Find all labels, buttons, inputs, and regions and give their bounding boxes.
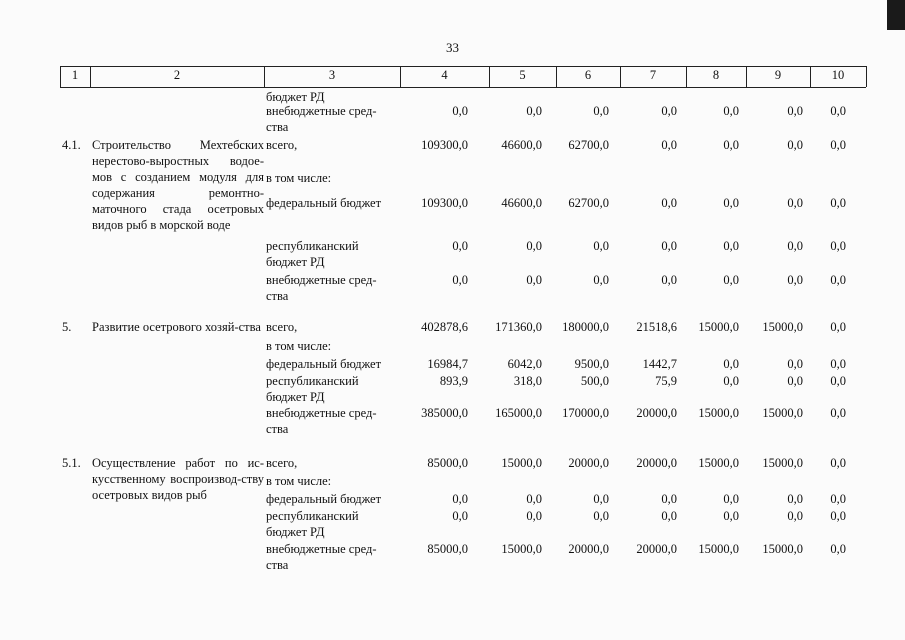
value-col-9: 0,0 — [787, 357, 803, 371]
item-code: 5. — [62, 320, 72, 334]
value-col-5: 318,0 — [513, 374, 542, 388]
funding-source: внебюджетные сред-ства — [266, 273, 377, 303]
value-col-5: 165000,0 — [495, 406, 542, 420]
header-col-6: 6 — [584, 68, 592, 82]
value-col-7: 75,9 — [655, 374, 677, 388]
value-col-6: 20000,0 — [568, 542, 609, 556]
value-col-9: 0,0 — [787, 374, 803, 388]
value-col-7: 0,0 — [661, 273, 677, 287]
value-col-9: 15000,0 — [762, 320, 803, 334]
value-col-9: 0,0 — [787, 138, 803, 152]
value-col-6: 0,0 — [593, 104, 609, 118]
value-col-4: 402878,6 — [421, 320, 468, 334]
value-col-8: 0,0 — [723, 273, 739, 287]
funding-source: республиканский бюджет РД — [266, 239, 359, 269]
value-col-5: 46600,0 — [501, 196, 542, 210]
item-code: 5.1. — [62, 456, 81, 470]
value-col-8: 0,0 — [723, 239, 739, 253]
value-col-6: 180000,0 — [562, 320, 609, 334]
value-col-6: 500,0 — [580, 374, 609, 388]
value-col-9: 15000,0 — [762, 542, 803, 556]
value-col-4: 0,0 — [452, 273, 468, 287]
value-col-8: 0,0 — [723, 104, 739, 118]
value-col-4: 109300,0 — [421, 196, 468, 210]
funding-source: республиканский бюджет РД — [266, 374, 359, 404]
scan-artifact — [887, 0, 905, 30]
value-col-7: 20000,0 — [636, 406, 677, 420]
value-col-8: 15000,0 — [698, 456, 739, 470]
value-col-8: 0,0 — [723, 357, 739, 371]
value-col-9: 0,0 — [787, 196, 803, 210]
value-col-5: 0,0 — [526, 104, 542, 118]
funding-source: в том числе: — [266, 171, 332, 185]
value-col-8: 15000,0 — [698, 542, 739, 556]
value-col-8: 0,0 — [723, 374, 739, 388]
value-col-4: 385000,0 — [421, 406, 468, 420]
funding-source: всего, — [266, 456, 298, 470]
value-col-9: 0,0 — [787, 273, 803, 287]
value-col-6: 0,0 — [593, 509, 609, 523]
value-col-5: 0,0 — [526, 273, 542, 287]
value-col-6: 62700,0 — [568, 196, 609, 210]
value-col-7: 0,0 — [661, 509, 677, 523]
value-col-4: 0,0 — [452, 104, 468, 118]
value-col-4: 16984,7 — [427, 357, 468, 371]
value-col-7: 20000,0 — [636, 456, 677, 470]
value-col-5: 15000,0 — [501, 542, 542, 556]
funding-source: внебюджетные сред-ства — [266, 542, 377, 572]
value-col-7: 20000,0 — [636, 542, 677, 556]
value-col-7: 0,0 — [661, 492, 677, 506]
value-col-10: 0,0 — [830, 509, 846, 523]
funding-source: в том числе: — [266, 339, 332, 353]
value-col-10: 0,0 — [830, 456, 846, 470]
value-col-4: 0,0 — [452, 492, 468, 506]
funding-source: всего, — [266, 320, 298, 334]
header-col-7: 7 — [649, 68, 657, 82]
funding-source: федеральный бюджет — [266, 492, 382, 506]
value-col-4: 109300,0 — [421, 138, 468, 152]
value-col-10: 0,0 — [830, 492, 846, 506]
item-name: Развитие осетрового хозяй-ства — [92, 320, 261, 334]
value-col-6: 62700,0 — [568, 138, 609, 152]
value-col-10: 0,0 — [830, 320, 846, 334]
value-col-10: 0,0 — [830, 196, 846, 210]
value-col-10: 0,0 — [830, 239, 846, 253]
value-col-7: 1442,7 — [642, 357, 677, 371]
value-col-5: 0,0 — [526, 492, 542, 506]
value-col-5: 6042,0 — [507, 357, 542, 371]
value-col-6: 170000,0 — [562, 406, 609, 420]
header-col-2: 2 — [173, 68, 181, 82]
value-col-8: 15000,0 — [698, 406, 739, 420]
header-col-4: 4 — [441, 68, 448, 82]
value-col-5: 15000,0 — [501, 456, 542, 470]
value-col-8: 0,0 — [723, 138, 739, 152]
value-col-9: 0,0 — [787, 239, 803, 253]
value-col-4: 85000,0 — [427, 542, 468, 556]
funding-source: внебюджетные сред-ства — [266, 104, 377, 134]
value-col-5: 0,0 — [526, 239, 542, 253]
value-col-8: 15000,0 — [698, 320, 739, 334]
value-col-9: 0,0 — [787, 492, 803, 506]
value-col-5: 171360,0 — [495, 320, 542, 334]
value-col-4: 0,0 — [452, 239, 468, 253]
value-col-7: 0,0 — [661, 138, 677, 152]
header-bottom-rule — [60, 87, 866, 88]
value-col-10: 0,0 — [830, 374, 846, 388]
header-col-5: 5 — [519, 68, 526, 82]
value-col-8: 0,0 — [723, 509, 739, 523]
funding-source: всего, — [266, 138, 298, 152]
value-col-9: 15000,0 — [762, 406, 803, 420]
funding-source: федеральный бюджет — [266, 196, 382, 210]
value-col-6: 0,0 — [593, 273, 609, 287]
value-col-10: 0,0 — [830, 138, 846, 152]
value-col-4: 893,9 — [439, 374, 468, 388]
value-col-7: 0,0 — [661, 239, 677, 253]
header-col-8: 8 — [712, 68, 720, 82]
header-col-1: 1 — [71, 68, 79, 82]
funding-source: республиканский бюджет РД — [266, 509, 359, 539]
value-col-10: 0,0 — [830, 357, 846, 371]
header-col-3: 3 — [328, 68, 336, 82]
value-col-7: 0,0 — [661, 104, 677, 118]
value-col-7: 0,0 — [661, 196, 677, 210]
value-col-5: 46600,0 — [501, 138, 542, 152]
value-col-6: 9500,0 — [574, 357, 609, 371]
header-divider — [866, 66, 867, 87]
value-col-7: 21518,6 — [636, 320, 677, 334]
value-col-4: 0,0 — [452, 509, 468, 523]
value-col-6: 20000,0 — [568, 456, 609, 470]
funding-source: федеральный бюджет — [266, 357, 382, 371]
funding-source: в том числе: — [266, 474, 332, 488]
value-col-8: 0,0 — [723, 492, 739, 506]
value-col-6: 0,0 — [593, 239, 609, 253]
page-number: 33 — [446, 40, 459, 55]
header-col-10: 10 — [831, 68, 845, 82]
value-col-10: 0,0 — [830, 406, 846, 420]
item-name: Строительство Мехтебских нерестово-выростных водое-мов с созданием модуля для содержания ремонтно-маточного стада осетровых видов рыб в морской воде — [92, 138, 264, 232]
value-col-4: 85000,0 — [427, 456, 468, 470]
value-col-9: 0,0 — [787, 509, 803, 523]
value-col-10: 0,0 — [830, 273, 846, 287]
value-col-10: 0,0 — [830, 104, 846, 118]
value-col-10: 0,0 — [830, 542, 846, 556]
funding-source: внебюджетные сред-ства — [266, 406, 377, 436]
item-code: 4.1. — [62, 138, 81, 152]
value-col-5: 0,0 — [526, 509, 542, 523]
value-col-9: 15000,0 — [762, 456, 803, 470]
item-name: Осуществление работ по ис-кусственному воспроизвод-ству осетровых видов рыб — [92, 456, 264, 502]
header-col-9: 9 — [774, 68, 782, 82]
value-col-6: 0,0 — [593, 492, 609, 506]
value-col-9: 0,0 — [787, 104, 803, 118]
funding-source: бюджет РД — [266, 90, 325, 104]
value-col-8: 0,0 — [723, 196, 739, 210]
